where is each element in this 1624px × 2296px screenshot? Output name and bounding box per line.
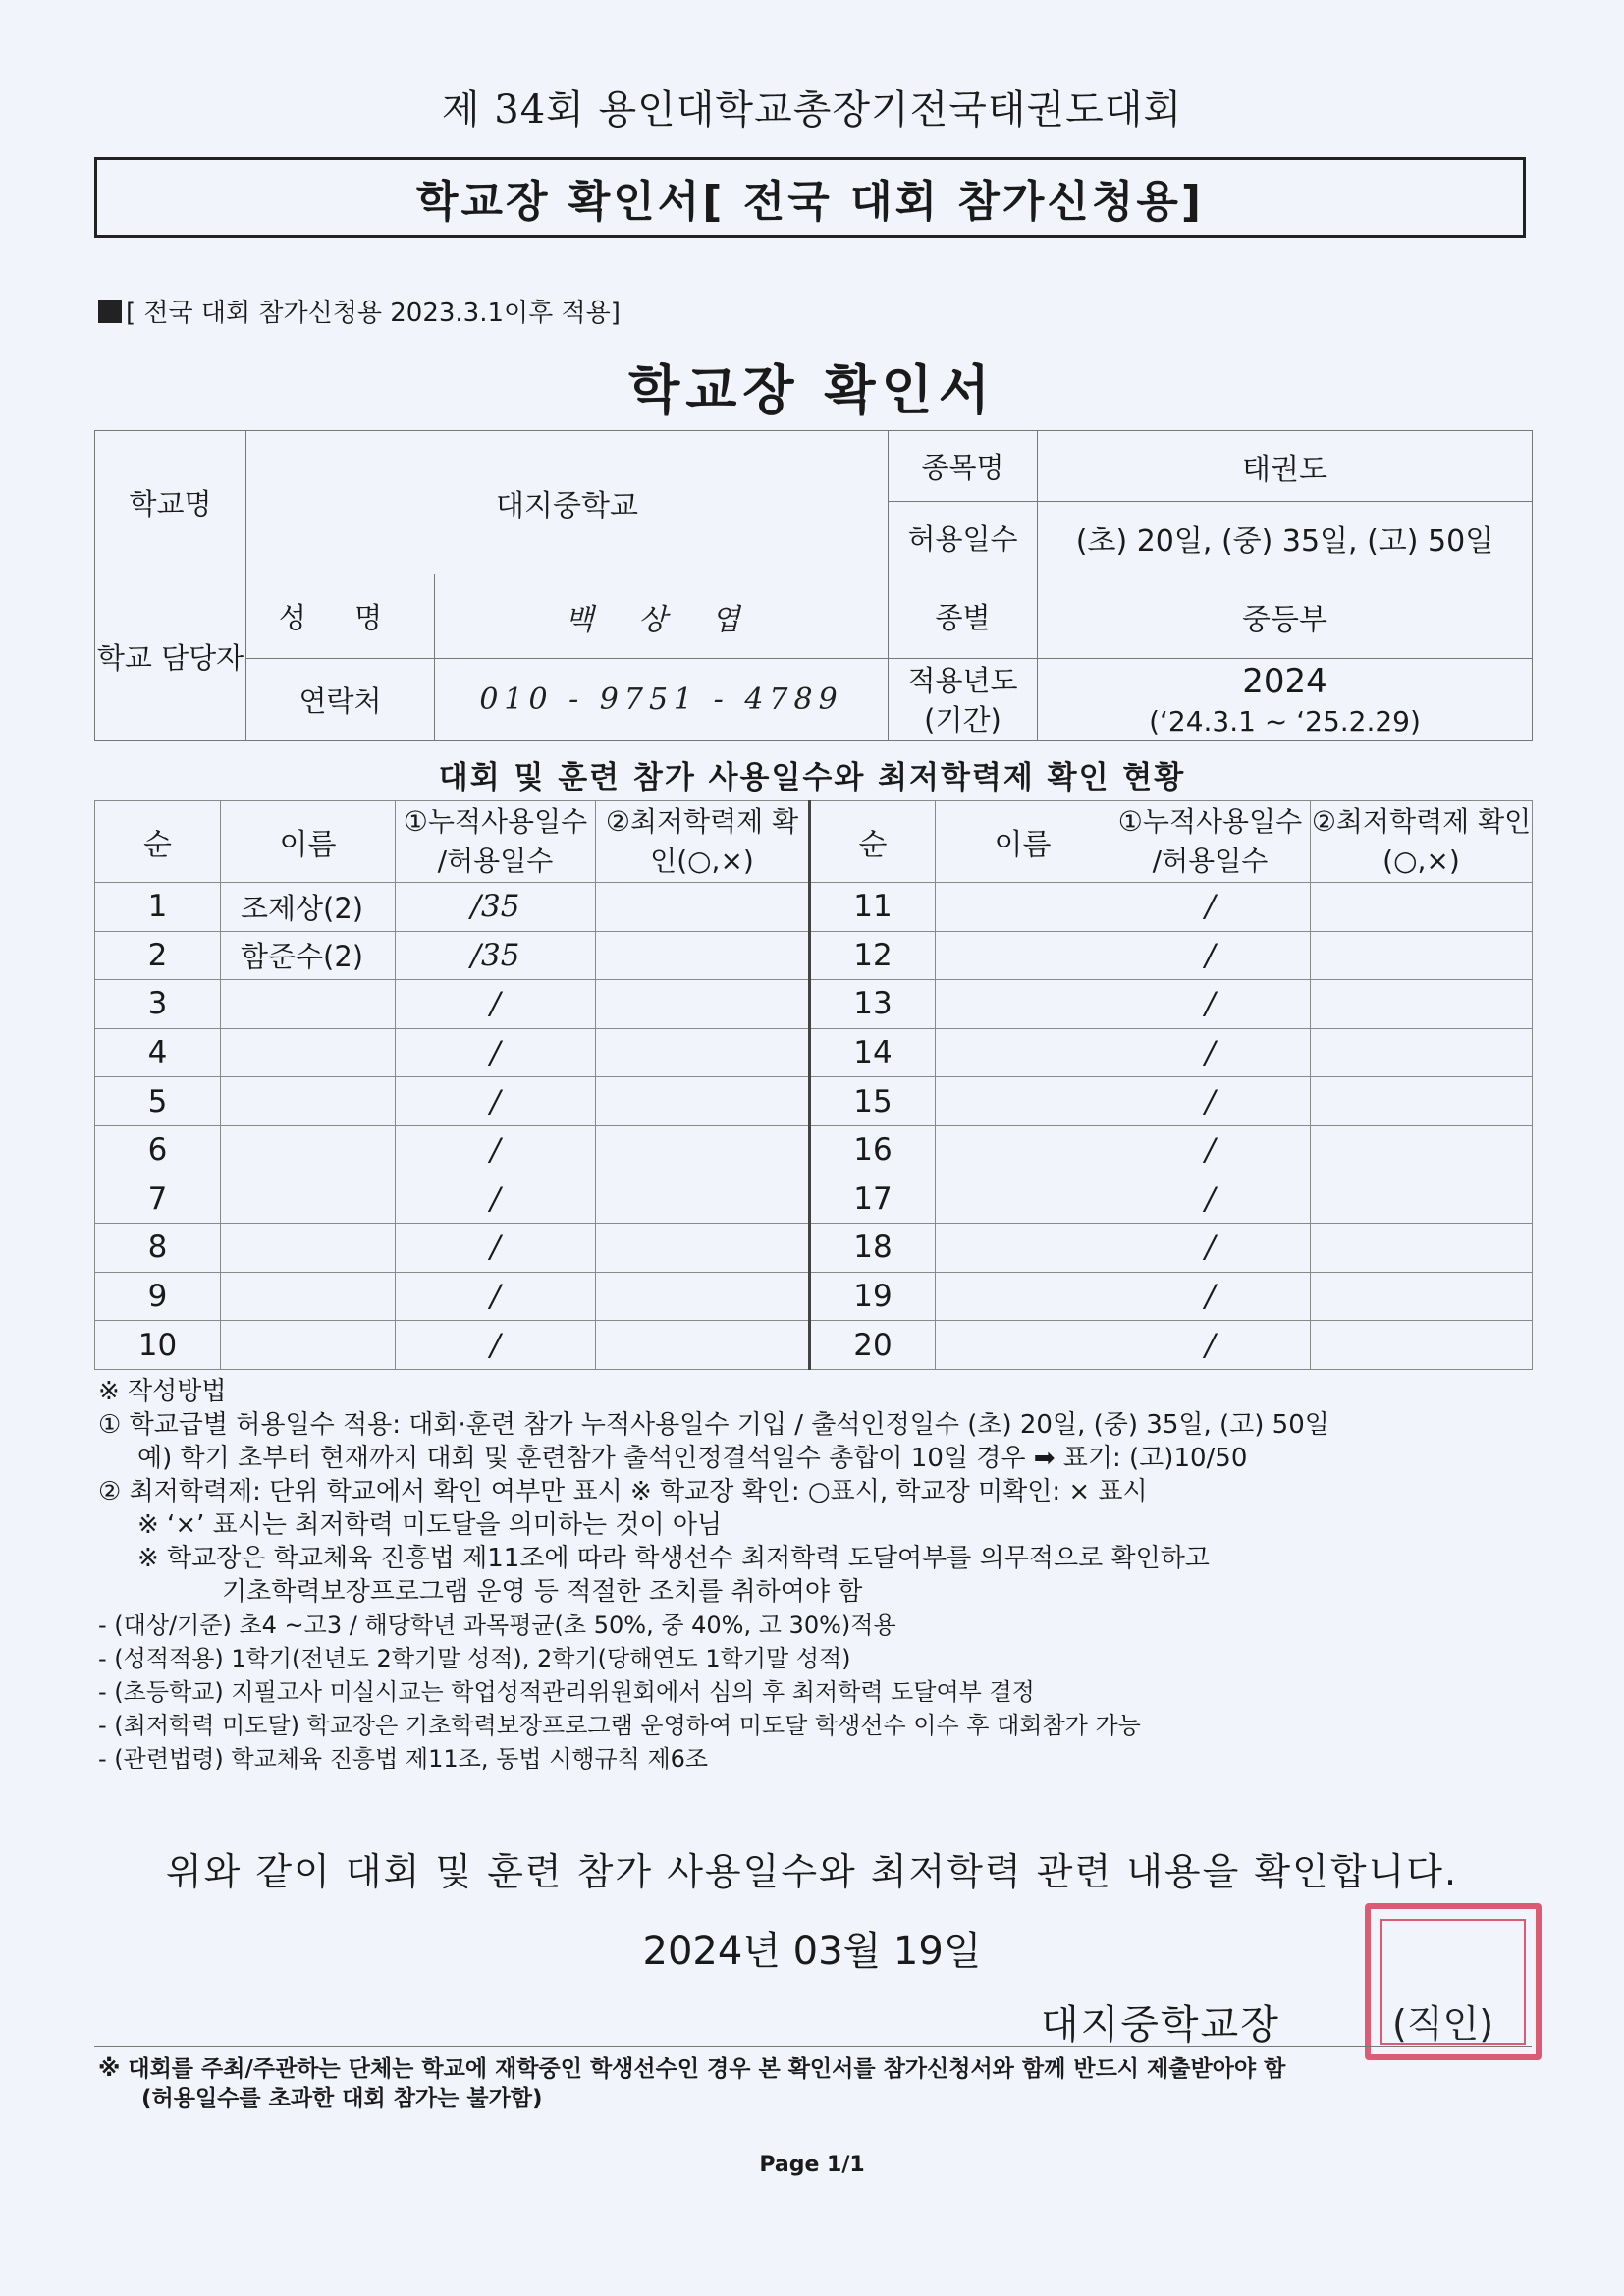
note-1: ① 학교급별 허용일수 적용: 대회·훈련 참가 누적사용일수 기입 / 출석인정일수 (초) 20일, (중) 35일, (고) 50일 xyxy=(98,1410,1329,1440)
date-text: 2024년 03월 19일 xyxy=(642,1929,982,1974)
applies-note-row xyxy=(98,293,621,329)
row-check-cell xyxy=(596,1175,810,1224)
name-label: 성 명 xyxy=(246,574,435,659)
row-name-cell xyxy=(936,1224,1110,1273)
page-number: Page 1/1 xyxy=(759,2153,865,2177)
note-2: ② 최저학력제: 단위 학교에서 확인 여부만 표시 ※ 학교장 확인: ○표시, 학교장 미확인: × 표시 xyxy=(98,1477,1148,1506)
table-row xyxy=(95,1224,1533,1273)
row-check-cell xyxy=(596,1028,810,1077)
row-check-cell xyxy=(596,1077,810,1126)
row-check-cell xyxy=(596,1272,810,1321)
col-name: 이름 xyxy=(936,801,1110,883)
row-no-cell: 14 xyxy=(810,1028,936,1077)
row-days-cell: / xyxy=(396,1321,596,1370)
row-days-cell: / xyxy=(396,1028,596,1077)
row-check-cell xyxy=(1311,1272,1533,1321)
row-no-cell: 12 xyxy=(810,931,936,980)
table-row xyxy=(95,1028,1533,1077)
row-name-cell xyxy=(221,1077,396,1126)
row-days-cell: / xyxy=(1110,1077,1311,1126)
row-days-cell: / xyxy=(396,1224,596,1273)
footer-line-2: (허용일수를 초과한 대회 참가는 불가함) xyxy=(141,2086,543,2111)
contact-label: 학교 담당자 xyxy=(95,574,246,741)
applies-note: [ 전국 대회 참가신청용 2023.3.1이후 적용] xyxy=(126,299,621,328)
row-check-cell xyxy=(596,980,810,1029)
row-name-cell xyxy=(936,1272,1110,1321)
row-days-cell: / xyxy=(1110,1028,1311,1077)
detail-4: - (최저학력 미도달) 학교장은 기초학력보장프로그램 운영하여 미도달 학생선수 이수 후 대회참가 가능 xyxy=(98,1712,1141,1739)
row-name-cell xyxy=(936,1125,1110,1175)
row-check-cell xyxy=(1311,1125,1533,1175)
phone-label: 연락처 xyxy=(246,659,435,741)
row-name-cell: 함준수(2) xyxy=(221,931,396,980)
row-no-cell: 6 xyxy=(95,1125,221,1175)
row-days-cell: / xyxy=(1110,883,1311,932)
row-no-cell: 3 xyxy=(95,980,221,1029)
usage-table xyxy=(94,800,1533,1370)
row-no-cell: 9 xyxy=(95,1272,221,1321)
allowed-days-value: (초) 20일, (중) 35일, (고) 50일 xyxy=(1038,502,1533,574)
year-cell xyxy=(1038,659,1533,741)
table-row xyxy=(95,1077,1533,1126)
division-value: 중등부 xyxy=(1038,574,1533,659)
detail-1: - (대상/기준) 초4 ~고3 / 해당학년 과목평균(초 50%, 중 40%, 고 30%)적용 xyxy=(98,1612,896,1639)
notes-heading: ※ 작성방법 xyxy=(98,1377,227,1406)
row-no-cell: 20 xyxy=(810,1321,936,1370)
page-title: 학교장 확인서 xyxy=(628,359,996,421)
confirm-text: 위와 같이 대회 및 훈련 참가 사용일수와 최저학력 관련 내용을 확인합니다. xyxy=(165,1850,1459,1893)
row-days-cell: /35 xyxy=(396,883,596,932)
row-check-cell xyxy=(1311,1175,1533,1224)
table-row xyxy=(95,1321,1533,1370)
principal-text: 대지중학교장 xyxy=(1041,2002,1280,2048)
notes xyxy=(98,1375,1532,1776)
detail-2: - (성적적용) 1학기(전년도 2학기말 성적), 2학기(당해연도 1학기말 성적) xyxy=(98,1645,851,1672)
row-days-cell: / xyxy=(1110,1224,1311,1273)
row-no-cell: 2 xyxy=(95,931,221,980)
school-name: 대지중학교 xyxy=(246,431,889,574)
row-check-cell xyxy=(1311,980,1533,1029)
detail-3: - (초등학교) 지필고사 미실시교는 학업성적관리위원회에서 심의 후 최저학력 도달여부 결정 xyxy=(98,1678,1035,1706)
row-check-cell xyxy=(1311,1321,1533,1370)
info-table xyxy=(94,430,1533,741)
seal-text: (직인) xyxy=(1392,2002,1494,2046)
col-days: ①누적사용일수 /허용일수 xyxy=(396,801,596,883)
row-days-cell: / xyxy=(1110,1125,1311,1175)
row-name-cell xyxy=(221,1125,396,1175)
col-no: 순 xyxy=(810,801,936,883)
row-check-cell xyxy=(1311,1028,1533,1077)
row-no-cell: 7 xyxy=(95,1175,221,1224)
row-name-cell xyxy=(221,980,396,1029)
footer-line-1: ※ 대회를 주최/주관하는 단체는 학교에 재학중인 학생선수인 경우 본 확인서를 참가신청서와 함께 반드시 제출받아야 함 xyxy=(98,2056,1286,2082)
row-name-cell xyxy=(221,1175,396,1224)
table-row xyxy=(95,1125,1533,1175)
row-name-cell xyxy=(221,1321,396,1370)
table-row xyxy=(95,883,1533,932)
row-name-cell xyxy=(936,980,1110,1029)
footer-divider xyxy=(94,2046,1532,2047)
boxed-title: 학교장 확인서[ 전국 대회 참가신청용] xyxy=(94,157,1526,238)
row-no-cell: 18 xyxy=(810,1224,936,1273)
phone-value: 010 - 9751 - 4789 xyxy=(435,659,889,741)
row-no-cell: 16 xyxy=(810,1125,936,1175)
division-label: 종별 xyxy=(889,574,1038,659)
col-days: ①누적사용일수 /허용일수 xyxy=(1110,801,1311,883)
table-row xyxy=(95,980,1533,1029)
row-days-cell: / xyxy=(396,1175,596,1224)
col-name: 이름 xyxy=(221,801,396,883)
row-name-cell xyxy=(936,931,1110,980)
event-label: 종목명 xyxy=(889,431,1038,502)
year-value: 2024 xyxy=(1242,662,1327,701)
row-name-cell xyxy=(221,1028,396,1077)
row-check-cell xyxy=(596,883,810,932)
row-check-cell xyxy=(1311,883,1533,932)
period-value: (‘24.3.1 ~ ‘25.2.29) xyxy=(1149,705,1421,738)
row-days-cell: / xyxy=(1110,980,1311,1029)
table-row xyxy=(95,931,1533,980)
row-days-cell: / xyxy=(396,1125,596,1175)
row-days-cell: /35 xyxy=(396,931,596,980)
detail-5: - (관련법령) 학교체육 진흥법 제11조, 동법 시행규칙 제6조 xyxy=(98,1745,709,1773)
row-check-cell xyxy=(596,931,810,980)
row-no-cell: 1 xyxy=(95,883,221,932)
row-check-cell xyxy=(1311,1077,1533,1126)
row-days-cell: / xyxy=(1110,1175,1311,1224)
row-days-cell: / xyxy=(396,1272,596,1321)
table-row xyxy=(95,1175,1533,1224)
row-no-cell: 5 xyxy=(95,1077,221,1126)
footer-note xyxy=(98,2054,1285,2113)
name-value: 백 상 엽 xyxy=(435,574,889,659)
row-days-cell: / xyxy=(1110,931,1311,980)
row-name-cell xyxy=(936,1321,1110,1370)
row-name-cell xyxy=(221,1224,396,1273)
usage-title: 대회 및 훈련 참가 사용일수와 최저학력제 확인 현황 xyxy=(438,760,1186,795)
table-row xyxy=(95,1272,1533,1321)
row-check-cell xyxy=(596,1125,810,1175)
col-no: 순 xyxy=(95,801,221,883)
square-bullet-icon xyxy=(98,300,122,323)
school-label: 학교명 xyxy=(95,431,246,574)
row-no-cell: 13 xyxy=(810,980,936,1029)
note-4b: 기초학력보장프로그램 운영 등 적절한 조치를 취하여야 함 xyxy=(222,1577,863,1607)
row-days-cell: / xyxy=(1110,1321,1311,1370)
col-check: ②최저학력제 확인(○,×) xyxy=(596,801,810,883)
competition-title: 제 34회 용인대학교총장기전국태권도대회 xyxy=(441,87,1183,133)
note-4: ※ 학교장은 학교체육 진흥법 제11조에 따라 학생선수 최저학력 도달여부를 의무적으로 확인하고 xyxy=(137,1544,1210,1573)
allowed-days-label: 허용일수 xyxy=(889,502,1038,574)
row-name-cell xyxy=(936,1175,1110,1224)
row-no-cell: 15 xyxy=(810,1077,936,1126)
row-name-cell xyxy=(936,1028,1110,1077)
row-name-cell xyxy=(936,883,1110,932)
row-no-cell: 4 xyxy=(95,1028,221,1077)
row-no-cell: 8 xyxy=(95,1224,221,1273)
event-value: 태권도 xyxy=(1038,431,1533,502)
row-name-cell xyxy=(936,1077,1110,1126)
row-no-cell: 19 xyxy=(810,1272,936,1321)
row-no-cell: 17 xyxy=(810,1175,936,1224)
row-check-cell xyxy=(1311,1224,1533,1273)
row-no-cell: 11 xyxy=(810,883,936,932)
note-1-example: 예) 학기 초부터 현재까지 대회 및 훈련참가 출석인정결석일수 총합이 10일 경우 ➡ 표기: (고)10/50 xyxy=(137,1444,1248,1473)
row-days-cell: / xyxy=(396,980,596,1029)
note-3: ※ ‘×’ 표시는 최저학력 미도달을 의미하는 것이 아님 xyxy=(137,1510,723,1540)
row-no-cell: 10 xyxy=(95,1321,221,1370)
row-check-cell xyxy=(596,1224,810,1273)
row-check-cell xyxy=(596,1321,810,1370)
row-days-cell: / xyxy=(1110,1272,1311,1321)
row-check-cell xyxy=(1311,931,1533,980)
col-check: ②최저학력제 확인(○,×) xyxy=(1311,801,1533,883)
year-label: 적용년도 (기간) xyxy=(889,659,1038,741)
row-days-cell: / xyxy=(396,1077,596,1126)
row-name-cell: 조제상(2) xyxy=(221,883,396,932)
row-name-cell xyxy=(221,1272,396,1321)
